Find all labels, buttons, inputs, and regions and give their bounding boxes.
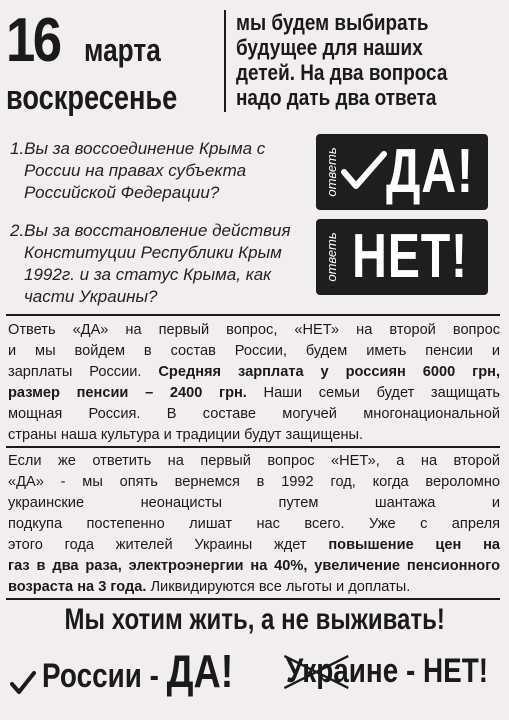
paragraph-line: «ДА» - мы опять вернемся в 1992 год, когда вероломно	[8, 474, 500, 490]
question-line: 2.Вы за восстановление действия	[10, 221, 291, 240]
text-run: зарплаты России.	[8, 364, 142, 380]
paragraph-line: подкупа постепенно лишат нас всего. Уже с апреля	[8, 516, 500, 532]
answer-box-yes	[316, 134, 488, 210]
question-line: России на правах субъекта	[24, 161, 247, 180]
answer-caption: ответь	[324, 147, 339, 197]
text-run: России -	[42, 657, 168, 695]
headline-line: надо дать два ответа	[236, 85, 437, 110]
paragraph-line: мощная Россия. В составе могучей многонациональной	[8, 406, 500, 422]
text-run: этого года жителей Украины ждет	[8, 537, 307, 553]
bottom-yes	[10, 646, 276, 708]
check-icon	[10, 670, 36, 696]
struck-word	[286, 646, 366, 696]
section-divider	[6, 446, 500, 448]
question-1	[10, 138, 265, 204]
question-line: части Украины?	[24, 287, 158, 306]
paragraph-yes-outcome	[8, 320, 500, 446]
paragraph-line: Если же ответить на первый вопрос «НЕТ», а на второй	[8, 453, 500, 469]
headline-line: детей. На два вопроса	[236, 60, 448, 85]
header-divider	[224, 10, 226, 112]
date-block	[6, 8, 220, 116]
slogan	[0, 602, 509, 638]
question-line: 1.Вы за воссоединение Крыма с	[10, 139, 266, 158]
question-line: 1992г. и за статус Крыма, как	[24, 265, 272, 284]
paragraph-line: страны наша культура и традиции будут защищены.	[8, 427, 364, 443]
paragraph-line: газ в два раза, электроэнергии на 40%, увеличение пенсионного	[8, 558, 500, 574]
paragraph-no-outcome	[8, 451, 500, 598]
date-line	[6, 8, 178, 74]
bold-run: возраста на 3 года.	[8, 579, 147, 595]
headline	[236, 10, 500, 110]
check-icon	[340, 150, 388, 194]
paragraph-line	[8, 383, 500, 404]
paragraph-line	[8, 362, 500, 383]
text-run: Наши семьи будет защищать	[263, 385, 500, 401]
slogan-text: Мы хотим жить, а не выживать!	[64, 603, 445, 636]
bottom-no-label	[286, 646, 488, 696]
paragraph-line	[8, 577, 500, 598]
question-line: Конституции Республики Крым	[24, 243, 282, 262]
section-divider	[6, 598, 500, 600]
date-day: 16	[6, 6, 60, 75]
question-2	[10, 220, 291, 308]
paragraph-line: и мы войдем в состав России, будем иметь пенсии и	[8, 343, 500, 359]
headline-line: мы будем выбирать	[236, 10, 429, 35]
bottom-no	[286, 646, 509, 703]
text-run: не - НЕТ!	[365, 652, 489, 690]
paragraph-line: Ответь «ДА» на первый вопрос, «НЕТ» на второй вопрос	[8, 322, 500, 338]
headline-line: будущее для наших	[236, 35, 423, 60]
bottom-yes-label	[42, 646, 233, 701]
cross-out-icon	[283, 652, 350, 692]
question-line: Российской Федерации?	[24, 183, 220, 202]
paragraph-line	[8, 535, 500, 556]
date-weekday: воскресенье	[6, 79, 178, 117]
bold-run: повышение цен на	[328, 537, 501, 553]
struck-text: Украи	[286, 652, 366, 690]
paragraph-line: украинские неонацисты путем шантажа и	[8, 495, 500, 511]
bottom-yes-answer: ДА!	[167, 645, 234, 697]
text-run: Ликвидируются все льготы и доплаты.	[150, 579, 411, 595]
answer-caption: ответь	[324, 232, 339, 282]
answer-box-no	[316, 219, 488, 295]
bold-run: Средняя зарплата у россиян 6000 грн,	[158, 364, 501, 380]
section-divider	[6, 314, 500, 316]
answer-yes: ДА!	[386, 137, 474, 206]
answer-no: НЕТ!	[352, 222, 468, 291]
date-month: марта	[84, 32, 161, 68]
bold-run: размер пенсии – 2400 грн.	[8, 385, 247, 401]
